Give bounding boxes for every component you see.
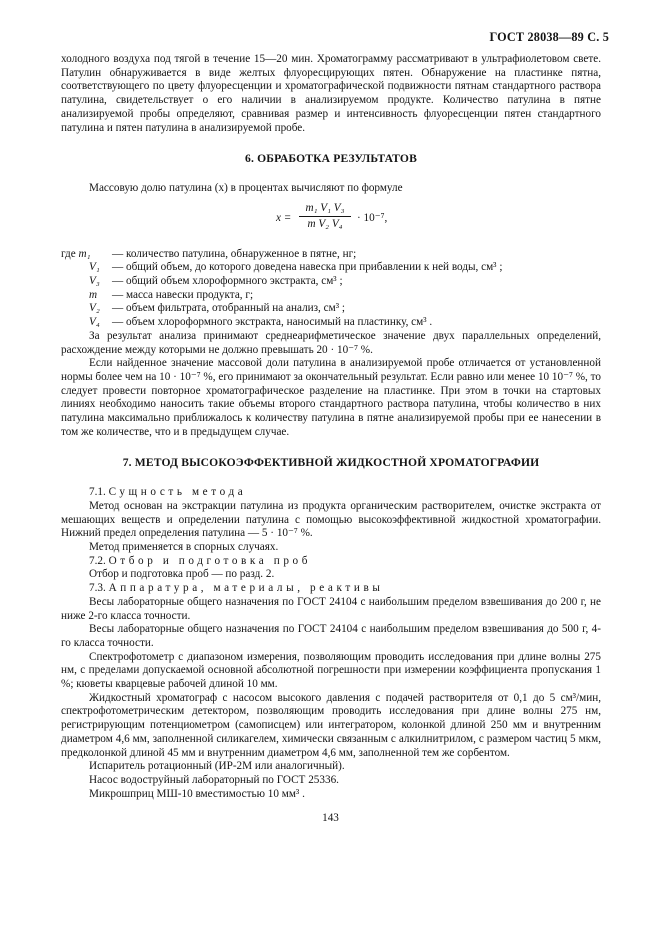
formula-tail: · 10⁻⁷,: [357, 211, 388, 224]
formula: [61, 200, 601, 242]
section-7-title: 7. МЕТОД ВЫСОКОЭФФЕКТИВНОЙ ЖИДКОСТНОЙ ХРОМАТОГРАФИИ: [122, 456, 540, 470]
legend-text: — общий объем хлороформного экстракта, см³ ;: [112, 275, 343, 288]
subsection-7-2-text: Отбор и подготовка проб — по разд. 2.: [89, 568, 275, 581]
result-paragraph-2: Если найденное значение массовой доли патулина в анализируемой пробе отличается от установленной нормы более чем на 10 · 10⁻⁷ %, его принимают за окончательный результат. Если равно или менее 10 10⁻⁷ %, то следует провести повторное хроматографическое разделение на пластинке. При этом в точки на стартовых линиях необходимо наносить такие объемы второго стандартного раствора патулина, чтобы количество в них патулина максимально приближалось к количеству патулина в пятне анализируемой пробы при ее нанесении в том же количестве, что и в предыдущем случае.: [61, 357, 601, 438]
legend-text: — объем фильтрата, отобранный на анализ, см³ ;: [112, 302, 345, 315]
formula-numerator: m₁ V₁ V₃: [299, 202, 351, 218]
page-body: [61, 53, 601, 801]
subsection-7-2-heading: [61, 555, 601, 569]
legend-row: [61, 248, 601, 262]
subsection-number: 7.1.: [89, 486, 106, 499]
legend-row: [61, 261, 601, 275]
equipment-item: Спектрофотометр с диапазоном измерения, позволяющим проводить исследования при длине волны 275 нм, с пределами допускаемой основной абсолютной погрешности при измерении коэффициента пропускания 1 %; кюветы кварцевые рабочей длиной 10 мм.: [61, 650, 601, 691]
result-paragraph-1: За результат анализа принимают среднеарифметическое значение двух параллельных определений, расхождение между которыми не должно превышать 20 · 10⁻⁷ %.: [61, 329, 601, 356]
subsection-title: Отбор и подготовка проб: [108, 554, 312, 567]
legend-row: [61, 316, 601, 330]
formula-fraction: [299, 202, 351, 232]
legend-row: [61, 275, 601, 289]
legend-text: — количество патулина, обнаруженное в пятне, нг;: [112, 247, 357, 260]
equipment-item: Микрошприц МШ-10 вместимостью 10 мм³ .: [89, 787, 305, 800]
formula-intro: Массовую долю патулина (x) в процентах вычисляют по формуле: [89, 181, 403, 194]
subsection-7-3-heading: [61, 582, 601, 596]
equipment-item: Весы лабораторные общего назначения по ГОСТ 24104 с наибольшим пределом взвешивания до 500 г, 4-го класса точности.: [61, 623, 601, 649]
subsection-number: 7.2.: [89, 554, 106, 567]
subsection-number: 7.3.: [89, 582, 106, 595]
legend-row: [61, 302, 601, 316]
legend-symbol: V₂: [89, 302, 100, 315]
page-header: ГОСТ 28038—89 С. 5: [489, 30, 609, 44]
formula-lhs: x =: [276, 211, 292, 224]
legend-symbol: m: [89, 288, 98, 301]
subsection-7-1-text: Метод основан на экстракции патулина из продукта органическим растворителем, очистке экстракта от мешающих веществ и определении патулина с помощью высокоэффективной жидкостной хроматографии. Нижний предел определения патулина — 5 · 10⁻⁷ %.: [61, 499, 601, 540]
equipment-item: Насос водоструйный лабораторный по ГОСТ 25336.: [89, 773, 339, 786]
legend-text: — масса навески продукта, г;: [112, 288, 254, 301]
legend-symbol: V₃: [89, 275, 100, 288]
legend-symbol: m₁: [78, 247, 91, 260]
subsection-7-1-heading: [61, 486, 601, 500]
subsection-title: Аппаратура, материалы, реактивы: [108, 582, 384, 595]
equipment-item: Весы лабораторные общего назначения по ГОСТ 24104 с наибольшим пределом взвешивания до 200 г, не ниже 2-го класса точности.: [61, 595, 601, 622]
legend-row: [61, 289, 601, 303]
legend-text: — общий объем, до которого доведена навеска при прибавлении к ней воды, см³ ;: [112, 261, 503, 274]
intro-paragraph: холодного воздуха под тягой в течение 15—20 мин. Хроматограмму рассматривают в ультрафиолетовом свете. Патулин обнаруживается в виде желтых флуоресцирующих пятен. Обнаружение на пластинке пятна, соответствующего по цвету флуоресценции и хроматографической подвижности пятнам стандартного раствора патулина, свидетельствует о его наличии в анализируемом продукте. Количество патулина в пятне анализируемой пробы определяют, сравнивая размер и интенсивность флуоресценции пятен стандартного патулина и пятен патулина в анализируемой пробе.: [61, 53, 601, 134]
formula-denominator: m V₂ V₄: [307, 218, 343, 231]
where-word: где: [61, 247, 76, 260]
subsection-7-1-note: Метод применяется в спорных случаях.: [89, 540, 279, 553]
legend-symbol: V₁: [89, 261, 100, 274]
section-6-title: 6. ОБРАБОТКА РЕЗУЛЬТАТОВ: [245, 152, 417, 166]
page-number: 143: [322, 812, 339, 824]
subsection-title: Сущность метода: [108, 486, 247, 499]
equipment-item: Испаритель ротационный (ИР-2М или аналогичный).: [89, 760, 345, 773]
legend-symbol: V₄: [89, 316, 100, 329]
legend-text: — объем хлороформного экстракта, наносимый на пластинку, см³ .: [112, 316, 433, 329]
formula-legend: [61, 248, 601, 330]
equipment-item: Жидкостный хроматограф с насосом высокого давления с подачей растворителя от 0,1 до 5 см³/мин, спектрофотометрическим детектором, позволяющим проводить исследования при длине волны 275 нм, регистрирующим потенциометром (самописцем) или интегратором, колонкой длиной 250 мм и внутренним диаметром 4,6 мм, заполненной силикагелем, химически связанным с алкилнитрилом, с размером частиц 5 мкм, предколонкой длиной 45 мм и внутренним диаметром 4,6 мм, заполненной тем же сорбентом.: [61, 691, 601, 759]
